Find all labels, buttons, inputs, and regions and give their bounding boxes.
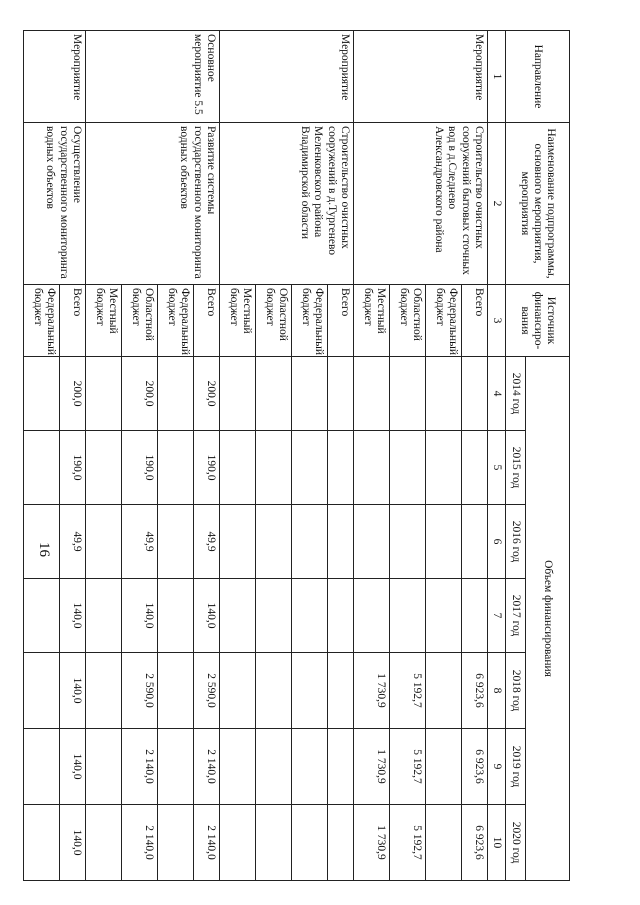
source-cell: Областной бюджет xyxy=(255,285,291,357)
value-cell: 6 923,6 xyxy=(461,729,487,805)
header-source: Источник финансиро-вания xyxy=(506,285,570,357)
value-cell xyxy=(461,579,487,653)
column-number: 1 xyxy=(487,31,505,123)
value-cell xyxy=(157,729,193,805)
funding-table xyxy=(23,30,570,881)
value-cell xyxy=(389,357,425,431)
header-year: 2020 год xyxy=(506,805,526,881)
value-cell xyxy=(219,653,255,729)
value-cell xyxy=(85,505,121,579)
column-number: 4 xyxy=(487,357,505,431)
value-cell: 140,0 xyxy=(193,579,219,653)
value-cell xyxy=(425,357,461,431)
header-direction: Направление xyxy=(506,31,570,123)
value-cell xyxy=(219,579,255,653)
value-cell: 2 590,0 xyxy=(193,653,219,729)
value-cell: 49,9 xyxy=(59,505,85,579)
value-cell: 49,9 xyxy=(121,505,157,579)
value-cell xyxy=(291,579,327,653)
value-cell xyxy=(425,431,461,505)
name-cell: Осуществление государственного мониторинга водных объектов xyxy=(23,123,85,285)
value-cell xyxy=(255,805,291,881)
value-cell: 2 140,0 xyxy=(121,729,157,805)
value-cell xyxy=(157,357,193,431)
value-cell xyxy=(425,505,461,579)
value-cell xyxy=(85,729,121,805)
value-cell xyxy=(353,579,389,653)
value-cell xyxy=(353,505,389,579)
header-funding: Объем финансирования xyxy=(526,357,570,881)
column-number: 3 xyxy=(487,285,505,357)
column-number: 9 xyxy=(487,729,505,805)
value-cell: 2 140,0 xyxy=(193,805,219,881)
value-cell xyxy=(291,357,327,431)
rotated-table-container xyxy=(31,30,570,880)
value-cell: 2 590,0 xyxy=(121,653,157,729)
value-cell: 200,0 xyxy=(193,357,219,431)
column-number: 2 xyxy=(487,123,505,285)
source-cell: Всего xyxy=(327,285,353,357)
value-cell xyxy=(425,729,461,805)
column-number: 10 xyxy=(487,805,505,881)
value-cell xyxy=(461,431,487,505)
value-cell xyxy=(219,505,255,579)
value-cell: 190,0 xyxy=(121,431,157,505)
value-cell: 1 730,9 xyxy=(353,729,389,805)
name-cell: Развитие системы государственного мониторинга водных объектов xyxy=(85,123,219,285)
value-cell: 140,0 xyxy=(59,729,85,805)
direction-cell: Основное мероприятие 5.5 xyxy=(85,31,219,123)
direction-cell: Мероприятие xyxy=(353,31,487,123)
value-cell xyxy=(157,653,193,729)
source-cell: Областной бюджет xyxy=(389,285,425,357)
source-cell: Федеральный бюджет xyxy=(23,285,59,357)
value-cell xyxy=(327,729,353,805)
value-cell xyxy=(327,431,353,505)
value-cell xyxy=(255,357,291,431)
value-cell: 200,0 xyxy=(59,357,85,431)
table-row xyxy=(59,31,85,881)
value-cell xyxy=(23,729,59,805)
name-cell: Строительство очистных сооружений бытовых сточных вод в д.Следнево Александровского района xyxy=(353,123,487,285)
value-cell xyxy=(425,805,461,881)
value-cell xyxy=(425,579,461,653)
value-cell: 190,0 xyxy=(193,431,219,505)
value-cell xyxy=(255,579,291,653)
value-cell xyxy=(255,729,291,805)
value-cell xyxy=(255,505,291,579)
value-cell xyxy=(23,653,59,729)
column-number: 5 xyxy=(487,431,505,505)
header-year: 2016 год xyxy=(506,505,526,579)
value-cell xyxy=(389,579,425,653)
value-cell xyxy=(389,505,425,579)
value-cell: 1 730,9 xyxy=(353,653,389,729)
source-cell: Местный бюджет xyxy=(85,285,121,357)
value-cell: 5 192,7 xyxy=(389,805,425,881)
header-year: 2018 год xyxy=(506,653,526,729)
value-cell xyxy=(219,357,255,431)
value-cell xyxy=(85,805,121,881)
value-cell xyxy=(353,357,389,431)
value-cell xyxy=(85,431,121,505)
column-number: 7 xyxy=(487,579,505,653)
value-cell xyxy=(23,579,59,653)
value-cell: 140,0 xyxy=(59,653,85,729)
value-cell xyxy=(291,729,327,805)
value-cell xyxy=(353,431,389,505)
source-cell: Местный бюджет xyxy=(353,285,389,357)
value-cell: 5 192,7 xyxy=(389,653,425,729)
value-cell: 1 730,9 xyxy=(353,805,389,881)
value-cell xyxy=(425,653,461,729)
direction-cell: Мероприятие xyxy=(23,31,85,123)
source-cell: Областной бюджет xyxy=(121,285,157,357)
value-cell xyxy=(291,431,327,505)
table-row xyxy=(461,31,487,881)
source-cell: Всего xyxy=(59,285,85,357)
column-number: 8 xyxy=(487,653,505,729)
value-cell xyxy=(461,357,487,431)
value-cell xyxy=(255,431,291,505)
value-cell: 140,0 xyxy=(59,805,85,881)
value-cell xyxy=(219,805,255,881)
page-number: 16 xyxy=(36,542,52,557)
direction-cell: Мероприятие xyxy=(219,31,353,123)
value-cell: 6 923,6 xyxy=(461,805,487,881)
header-year: 2015 год xyxy=(506,431,526,505)
value-cell xyxy=(157,431,193,505)
value-cell xyxy=(327,805,353,881)
header-year: 2017 год xyxy=(506,579,526,653)
source-cell: Федеральный бюджет xyxy=(157,285,193,357)
header-year: 2014 год xyxy=(506,357,526,431)
source-cell: Всего xyxy=(193,285,219,357)
source-cell: Всего xyxy=(461,285,487,357)
value-cell: 2 140,0 xyxy=(121,805,157,881)
value-cell: 190,0 xyxy=(59,431,85,505)
value-cell: 2 140,0 xyxy=(193,729,219,805)
value-cell xyxy=(291,805,327,881)
value-cell: 200,0 xyxy=(121,357,157,431)
value-cell xyxy=(327,653,353,729)
value-cell: 140,0 xyxy=(59,579,85,653)
value-cell xyxy=(461,505,487,579)
value-cell xyxy=(85,357,121,431)
value-cell xyxy=(219,431,255,505)
source-cell: Местный бюджет xyxy=(219,285,255,357)
value-cell xyxy=(157,505,193,579)
value-cell xyxy=(85,579,121,653)
name-cell: Строительство очистных сооружений в д.Тургенево Меленковского района Владимирской области xyxy=(219,123,353,285)
value-cell xyxy=(327,505,353,579)
value-cell: 49,9 xyxy=(193,505,219,579)
table-row xyxy=(193,31,219,881)
header-year: 2019 год xyxy=(506,729,526,805)
source-cell: Федеральный бюджет xyxy=(425,285,461,357)
value-cell xyxy=(389,431,425,505)
column-number: 6 xyxy=(487,505,505,579)
value-cell xyxy=(157,579,193,653)
value-cell xyxy=(327,357,353,431)
table-row xyxy=(327,31,353,881)
value-cell: 140,0 xyxy=(121,579,157,653)
value-cell xyxy=(255,653,291,729)
value-cell xyxy=(23,431,59,505)
header-name: Наименование подпрограммы, основного мероприятия, мероприятия xyxy=(506,123,570,285)
value-cell xyxy=(23,805,59,881)
value-cell xyxy=(85,653,121,729)
value-cell: 5 192,7 xyxy=(389,729,425,805)
value-cell xyxy=(291,505,327,579)
value-cell xyxy=(327,579,353,653)
value-cell: 6 923,6 xyxy=(461,653,487,729)
value-cell xyxy=(23,357,59,431)
value-cell xyxy=(23,505,59,579)
source-cell: Федеральный бюджет xyxy=(291,285,327,357)
value-cell xyxy=(291,653,327,729)
value-cell xyxy=(157,805,193,881)
value-cell xyxy=(219,729,255,805)
